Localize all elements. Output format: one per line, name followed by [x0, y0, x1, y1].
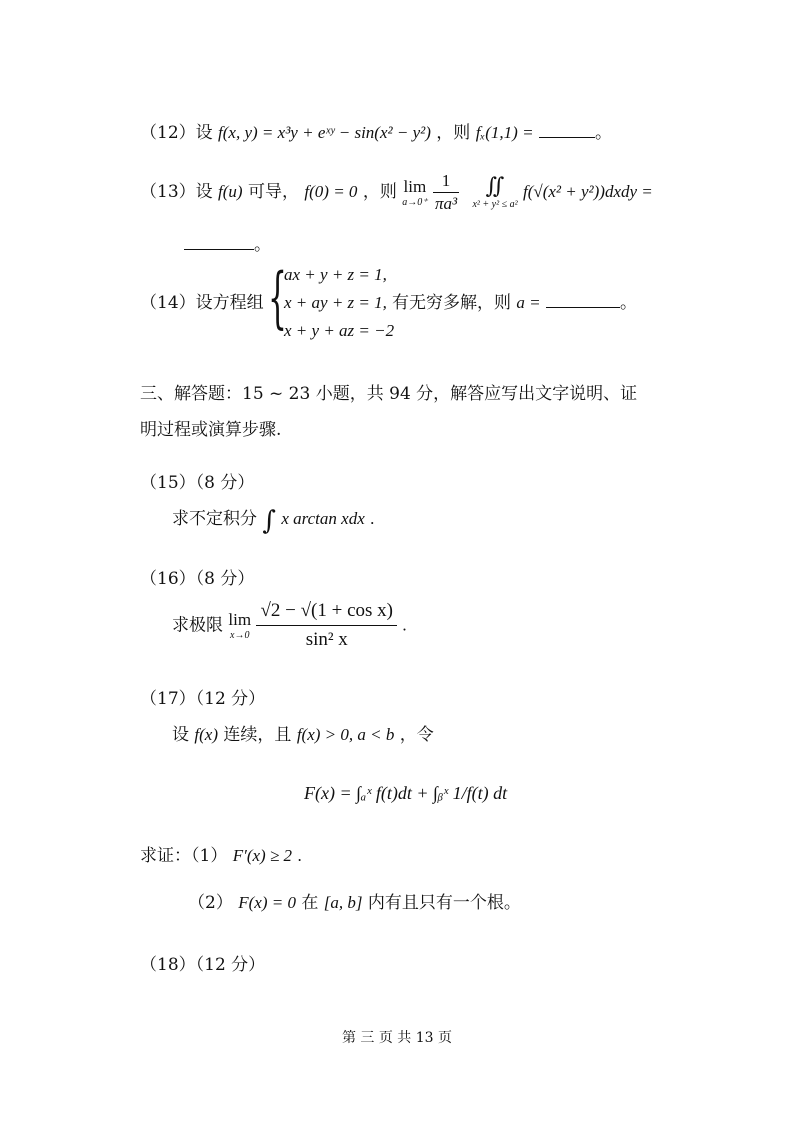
- q16-end: .: [402, 615, 407, 635]
- q13-answer-blank[interactable]: [184, 249, 254, 250]
- q16-limit: [228, 611, 251, 641]
- q14-target: a =: [516, 293, 541, 312]
- q17-proof-label: 求证：（1）: [140, 846, 228, 866]
- q13-line: [140, 170, 653, 220]
- q13-lim-text: lim: [403, 176, 427, 196]
- section3-line2: 明过程或演算步骤.: [140, 420, 282, 440]
- q17-line1-c: f(x) > 0, a < b: [296, 725, 395, 744]
- q17-proof2-c: [a, b]: [323, 893, 363, 912]
- q12-number: （12）设: [140, 123, 213, 143]
- q13-f0: f(0) = 0: [304, 182, 358, 201]
- q17-proof2-b: 在: [301, 893, 319, 913]
- q15-prefix: 求不定积分: [172, 509, 257, 529]
- q13-frac-den: πa³: [434, 194, 458, 213]
- q17-formula: F(x) = ∫ₐˣ f(t)dt + ∫ᵦˣ 1/f(t) dt: [304, 783, 508, 803]
- q17-proof1-end: .: [297, 846, 302, 865]
- q13-frac-num: 1: [433, 170, 459, 193]
- q17-line1-f: f(x): [194, 725, 218, 744]
- q13-int-region: x² + y² ≤ a²: [472, 198, 518, 210]
- q13-answer-line: [184, 234, 271, 256]
- q17-proof2-a: F(x) = 0: [238, 893, 296, 912]
- q17-line1-d: ，令: [399, 725, 434, 745]
- q13-double-integral: ∬ x² + y² ≤ a²: [472, 173, 518, 210]
- q12-line: [140, 122, 612, 144]
- q12-answer-blank[interactable]: [539, 137, 595, 138]
- q12-target: fₓ(1,1) =: [475, 123, 534, 142]
- q14-mid: 有无穷多解，则: [392, 293, 511, 313]
- q14-label: [140, 292, 264, 314]
- page-footer: 第 三 页 共 13 页: [341, 1030, 453, 1046]
- q16-frac-den: sin² x: [305, 629, 348, 650]
- q14-tail: [392, 292, 637, 314]
- q13-limit: [402, 178, 427, 208]
- q17-line1: [172, 724, 434, 746]
- q16-frac-num: √2 − √(1 + cos x): [256, 600, 397, 626]
- integral-symbol: ∫: [262, 506, 276, 536]
- q17-proof2-label: （2）: [188, 893, 233, 913]
- q17-proof1: [140, 845, 302, 867]
- q13-lim-sub: a→0⁺: [402, 196, 428, 208]
- q16-prefix: 求极限: [172, 615, 223, 636]
- q16-header: （16）（8 分）: [140, 569, 255, 589]
- q13-end: 。: [254, 235, 271, 255]
- q13-number: （13）设: [140, 182, 213, 202]
- q13-f-u: f(u): [218, 182, 243, 201]
- q14-eq1: ax + y + z = 1,: [284, 265, 387, 284]
- q16-fraction: [256, 600, 397, 651]
- q12-formula: f(x, y) = x³y + eˣʸ − sin(x² − y²): [218, 123, 431, 142]
- q15-header: （15）（8 分）: [140, 473, 255, 493]
- q14-eq3: x + y + az = −2: [284, 321, 395, 340]
- q15-end: .: [370, 509, 375, 528]
- q17-proof2-d: 内有且只有一个根。: [367, 893, 521, 913]
- q14-eq2: x + ay + z = 1,: [284, 293, 387, 312]
- q17-line1-a: 设: [172, 725, 189, 745]
- q13-then: ，则: [362, 182, 397, 202]
- q16-lim-text: lim: [228, 609, 252, 629]
- q13-fraction: [433, 170, 459, 215]
- q12-end: 。: [594, 123, 612, 143]
- q14-number: （14）设方程组: [140, 293, 264, 313]
- q14-answer-blank[interactable]: [546, 307, 620, 308]
- q18-header: （18）（12 分）: [140, 955, 266, 975]
- q17-proof2: [188, 892, 521, 914]
- q17-proof1-formula: F′(x) ≥ 2: [232, 846, 293, 865]
- q15-body: [172, 506, 375, 536]
- q14-brace: {: [268, 259, 287, 336]
- q16-lim-sub: x→0: [230, 629, 250, 641]
- section3-line1: 三、解答题：15 ~ 23 小题，共 94 分，解答应写出文字说明、证: [140, 384, 638, 404]
- q17-header: （17）（12 分）: [140, 689, 266, 709]
- q14-end: 。: [620, 293, 638, 313]
- q15-integrand: x arctan xdx: [281, 509, 365, 528]
- q17-line1-b: 连续，且: [223, 725, 292, 745]
- q12-then: ，则: [436, 123, 471, 143]
- q13-integrand: f(√(x² + y²))dxdy =: [522, 182, 653, 201]
- q13-cond: 可导，: [248, 182, 299, 202]
- q16-body: [172, 600, 407, 660]
